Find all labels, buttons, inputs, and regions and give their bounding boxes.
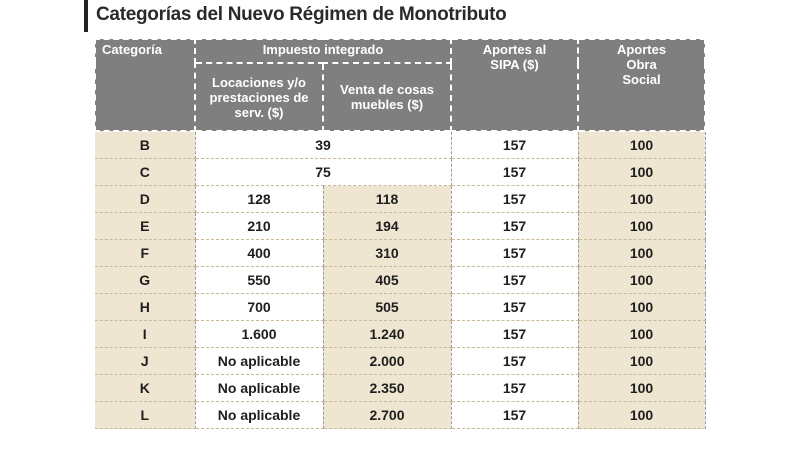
aportes-obra-social-cell: 100 (578, 159, 705, 186)
venta-cell: 310 (323, 240, 451, 267)
table-row (95, 186, 705, 213)
aportes-sipa-cell: 157 (451, 321, 578, 348)
category-cell: D (95, 186, 195, 213)
category-cell: L (95, 402, 195, 429)
header-locaciones: Locaciones y/o prestaciones de serv. ($) (195, 63, 323, 131)
aportes-obra-social-cell: 100 (578, 294, 705, 321)
venta-cell: 2.350 (323, 375, 451, 402)
table-row (95, 159, 705, 186)
impuesto-integrado-cell: 75 (195, 159, 451, 186)
category-cell: H (95, 294, 195, 321)
locaciones-cell: 550 (195, 267, 323, 294)
table-body (95, 131, 705, 429)
category-cell: C (95, 159, 195, 186)
aportes-sipa-cell: 157 (451, 402, 578, 429)
category-cell: G (95, 267, 195, 294)
aportes-obra-social-cell: 100 (578, 321, 705, 348)
category-cell: F (95, 240, 195, 267)
aportes-sipa-cell: 157 (451, 294, 578, 321)
aportes-sipa-cell: 157 (451, 267, 578, 294)
aportes-obra-social-cell: 100 (578, 240, 705, 267)
aportes-obra-social-cell: 100 (578, 267, 705, 294)
venta-cell: 505 (323, 294, 451, 321)
table-row (95, 348, 705, 375)
venta-cell: 2.700 (323, 402, 451, 429)
header-aportes-sipa: Aportes al SIPA ($) (451, 39, 578, 131)
locaciones-cell: 700 (195, 294, 323, 321)
impuesto-integrado-cell: 39 (195, 131, 451, 159)
categories-table (94, 38, 706, 429)
title-bar (84, 0, 716, 32)
aportes-sipa-cell: 157 (451, 348, 578, 375)
table-row (95, 321, 705, 348)
header-venta: Venta de cosas muebles ($) (323, 63, 451, 131)
table-row (95, 294, 705, 321)
aportes-obra-social-cell: 100 (578, 186, 705, 213)
category-cell: E (95, 213, 195, 240)
header-impuesto-integrado: Impuesto integrado (195, 39, 451, 63)
aportes-sipa-cell: 157 (451, 213, 578, 240)
venta-cell: 1.240 (323, 321, 451, 348)
table-title: Categorías del Nuevo Régimen de Monotributo (96, 4, 507, 25)
table-row (95, 131, 705, 159)
venta-cell: 118 (323, 186, 451, 213)
locaciones-cell: 400 (195, 240, 323, 267)
aportes-obra-social-cell: 100 (578, 375, 705, 402)
table-row (95, 240, 705, 267)
header-aportes-obra-social: Aportes Obra Social (578, 39, 705, 131)
venta-cell: 194 (323, 213, 451, 240)
aportes-obra-social-cell: 100 (578, 213, 705, 240)
table-row (95, 213, 705, 240)
table-row (95, 375, 705, 402)
aportes-obra-social-cell: 100 (578, 402, 705, 429)
aportes-sipa-cell: 157 (451, 375, 578, 402)
category-cell: K (95, 375, 195, 402)
category-cell: B (95, 131, 195, 159)
locaciones-cell: 128 (195, 186, 323, 213)
locaciones-cell: No aplicable (195, 375, 323, 402)
aportes-obra-social-cell: 100 (578, 131, 705, 159)
venta-cell: 405 (323, 267, 451, 294)
table-row (95, 267, 705, 294)
locaciones-cell: No aplicable (195, 348, 323, 375)
table-row (95, 402, 705, 429)
aportes-sipa-cell: 157 (451, 131, 578, 159)
aportes-sipa-cell: 157 (451, 240, 578, 267)
category-cell: J (95, 348, 195, 375)
locaciones-cell: 1.600 (195, 321, 323, 348)
locaciones-cell: No aplicable (195, 402, 323, 429)
monotributo-panel (84, 0, 716, 450)
aportes-obra-social-cell: 100 (578, 348, 705, 375)
locaciones-cell: 210 (195, 213, 323, 240)
aportes-sipa-cell: 157 (451, 159, 578, 186)
aportes-sipa-cell: 157 (451, 186, 578, 213)
venta-cell: 2.000 (323, 348, 451, 375)
header-row-1 (95, 39, 705, 63)
category-cell: I (95, 321, 195, 348)
header-categoria: Categoría (95, 39, 195, 131)
